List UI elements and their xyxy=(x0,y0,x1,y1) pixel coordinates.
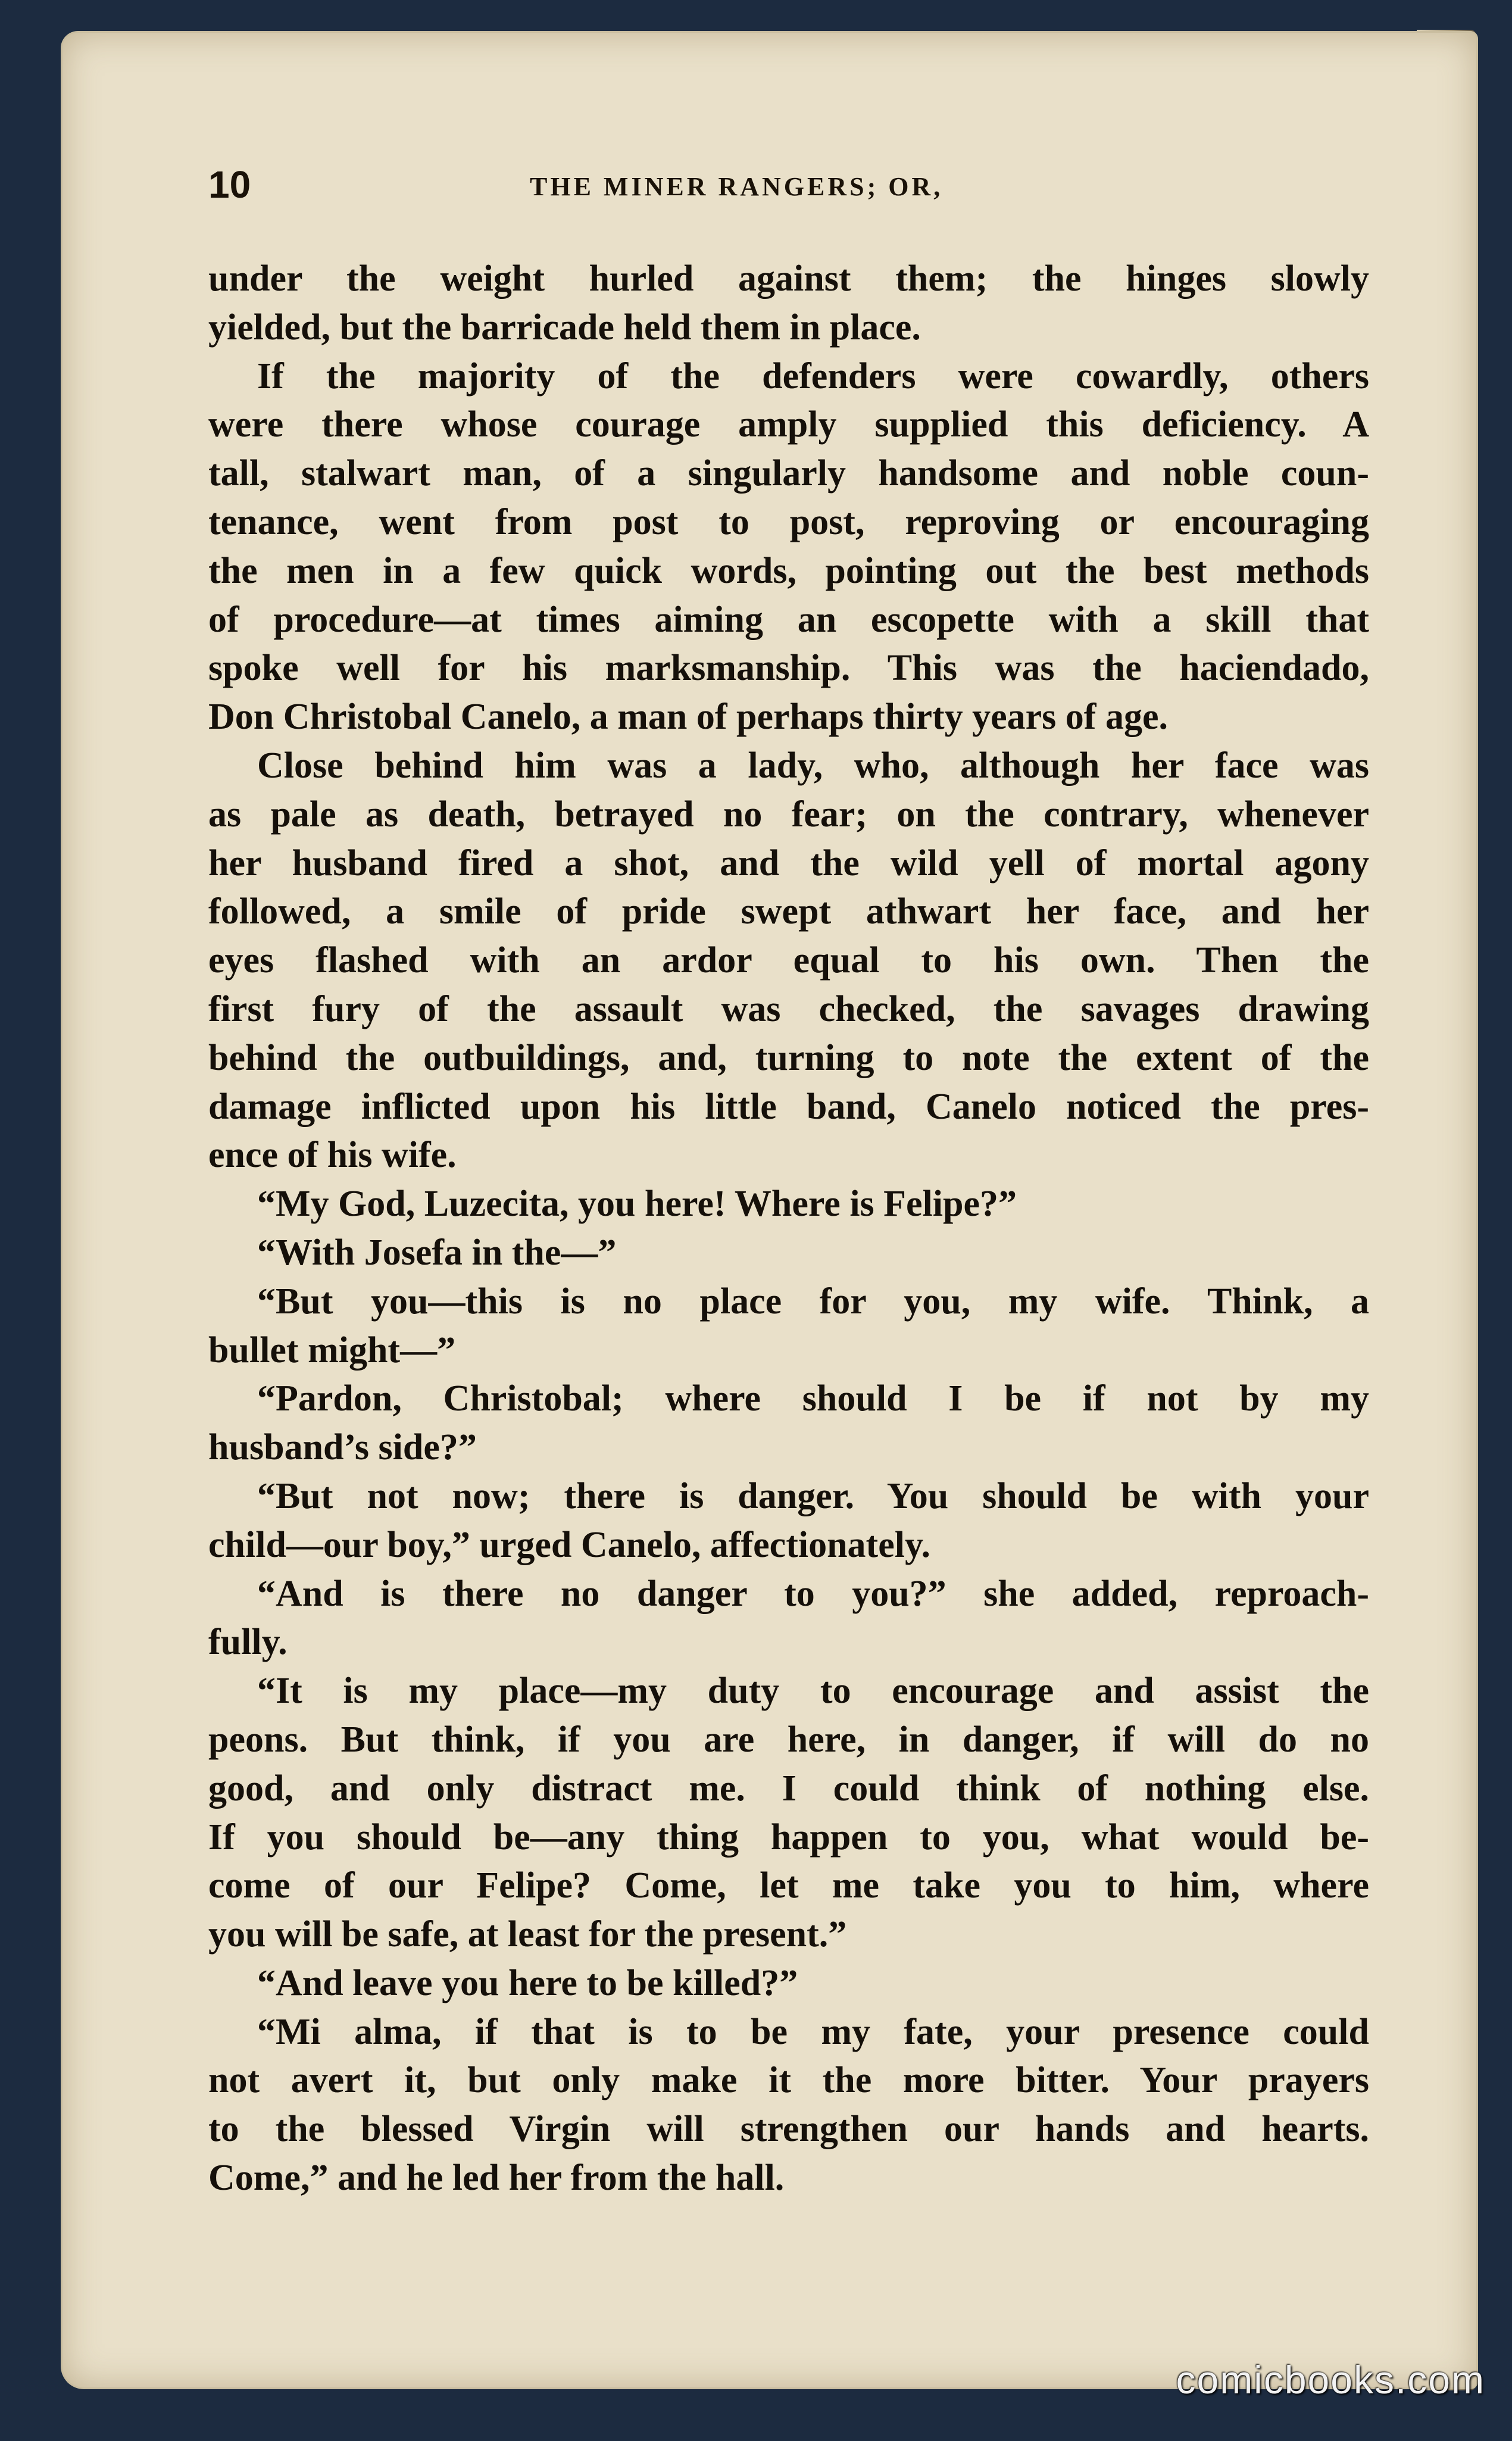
text-line: followed, a smile of pride swept athwart her face, and her xyxy=(208,891,1369,932)
text-line: “It is my place—my duty to encourage and assist the xyxy=(257,1671,1369,1712)
text-line: “And is there no danger to you?” she added, reproach- xyxy=(257,1573,1369,1614)
text-line: peons. But think, if you are here, in danger, if will do no xyxy=(208,1719,1369,1760)
watermark: comicbooks.com xyxy=(1176,2358,1485,2402)
page-number: 10 xyxy=(208,163,251,206)
text-line: yielded, but the barricade held them in place. xyxy=(208,307,921,348)
text-line: spoke well for his marksmanship. This was the haciendado, xyxy=(208,648,1369,689)
text-line: first fury of the assault was checked, the savages drawing xyxy=(208,988,1369,1029)
text-line: under the weight hurled against them; the hinges slowly xyxy=(208,258,1369,299)
text-line: not avert it, but only make it the more bitter. Your prayers xyxy=(208,2060,1369,2101)
text-line: her husband fired a shot, and the wild yell of mortal agony xyxy=(208,842,1369,884)
text-line: child—our boy,” urged Canelo, affectionately. xyxy=(208,1524,931,1565)
text-line: good, and only distract me. I could think of nothing else. xyxy=(208,1768,1369,1809)
text-line: tall, stalwart man, of a singularly handsome and noble coun- xyxy=(208,453,1369,494)
text-line: tenance, went from post to post, reproving or encouraging xyxy=(208,501,1369,542)
text-line: “But you—this is no place for you, my wife. Think, a xyxy=(257,1281,1369,1322)
text-line: were there whose courage amply supplied this deficiency. A xyxy=(208,404,1369,445)
text-line: the men in a few quick words, pointing out the best methods xyxy=(208,550,1369,591)
text-line: Don Christobal Canelo, a man of perhaps thirty years of age. xyxy=(208,697,1168,738)
text-line: as pale as death, betrayed no fear; on the contrary, whenever xyxy=(208,794,1369,835)
text-line: “And leave you here to be killed?” xyxy=(257,1962,798,2003)
text-line: ence of his wife. xyxy=(208,1135,457,1176)
text-line: If you should be—any thing happen to you, what would be- xyxy=(208,1816,1369,1858)
text-line: “My God, Luzecita, you here! Where is Felipe?” xyxy=(257,1184,1017,1225)
text-line: bullet might—” xyxy=(208,1329,456,1371)
text-line: come of our Felipe? Come, let me take you to him, where xyxy=(208,1865,1369,1906)
running-head: THE MINER RANGERS; OR, xyxy=(530,172,944,201)
text-line: fully. xyxy=(208,1622,288,1663)
text-line: Close behind him was a lady, who, although her face was xyxy=(257,745,1369,786)
text-line: “But not now; there is danger. You should be with your xyxy=(257,1475,1369,1516)
text-line: “Mi alma, if that is to be my fate, your presence could xyxy=(257,2011,1369,2052)
page-header xyxy=(208,161,1369,208)
text-line: behind the outbuildings, and, turning to note the extent of the xyxy=(208,1037,1369,1078)
body-text xyxy=(208,255,1369,2203)
text-line: eyes flashed with an ardor equal to his own. Then the xyxy=(208,940,1369,981)
text-line: you will be safe, at least for the present.” xyxy=(208,1914,847,1955)
text-line: Come,” and he led her from the hall. xyxy=(208,2158,785,2199)
text-line: If the majority of the defenders were cowardly, others xyxy=(257,355,1369,397)
text-line: “With Josefa in the—” xyxy=(257,1232,617,1273)
text-line: to the blessed Virgin will strengthen our hands and hearts. xyxy=(208,2109,1369,2150)
text-line: husband’s side?” xyxy=(208,1427,477,1468)
text-line: “Pardon, Christobal; where should I be if not by my xyxy=(257,1378,1369,1419)
text-line: of procedure—at times aiming an escopette with a skill that xyxy=(208,599,1369,640)
text-line: damage inflicted upon his little band, Canelo noticed the pres- xyxy=(208,1086,1369,1127)
